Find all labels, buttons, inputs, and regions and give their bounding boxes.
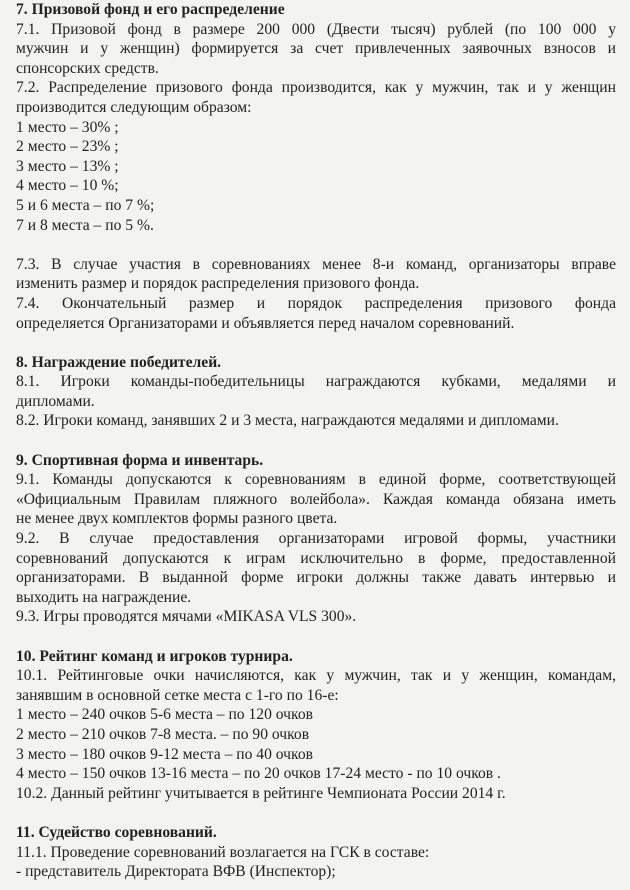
text-line: 9.2. В случае предоставления организаторами игровой формы, участники: [16, 530, 616, 548]
prize-places-list: [16, 118, 616, 236]
spacer: [16, 803, 616, 823]
text-line: 7.1. Призовой фонд в размере 200 000 (Двести тысяч) рублей (по 100 000 у: [16, 20, 616, 38]
spacer: [16, 627, 616, 647]
text-line: спонсорских средств.: [16, 59, 159, 77]
text-line: 7.3. В случае участия в соревнованиях менее 8-и команд, организаторы вправе: [16, 255, 616, 273]
text-line: мужчин и у женщин) формируется за счет привлеченных заявочных взносов и: [16, 40, 616, 58]
section-9-2-paragraph: [16, 529, 616, 607]
text-line: изменить размер и порядок распределения призового фонда.: [16, 275, 420, 293]
spacer: [16, 235, 616, 255]
list-item: 4 место – 10 %;: [16, 177, 119, 195]
text-line: выходить на награждение.: [16, 588, 192, 606]
spacer: [16, 333, 616, 353]
section-10-heading: 10. Рейтинг команд и игроков турнира.: [16, 647, 293, 665]
rating-points-list: [16, 705, 616, 783]
section-8-2-paragraph: [16, 411, 616, 431]
text-line: 8.1. Игроки команды-победительницы награждаются кубками, медалями и: [16, 373, 616, 391]
text-line: определяется Организаторами и объявляется перед началом соревнований.: [16, 314, 515, 332]
text-line: «Официальным Правилам пляжного волейбола». Каждая команда обязана иметь: [16, 490, 616, 508]
text-line: не менее двух комплектов формы разного цвета.: [16, 510, 338, 528]
section-7-2-paragraph: [16, 78, 616, 117]
text-line: 7.2. Распределение призового фонда производится, как у мужчин, так и у женщин: [16, 79, 616, 97]
text-line: 10.2. Данный рейтинг учитывается в рейтинге Чемпионата России 2014 г.: [16, 784, 506, 802]
list-item: 2 место – 23% ;: [16, 138, 119, 156]
text-line: организаторами. В выданной форме игроки должны также давать интервью и: [16, 569, 616, 587]
section-7-3-paragraph: [16, 255, 616, 294]
section-8-1-paragraph: [16, 372, 616, 411]
text-line: 9.3. Игры проводятся мячами «MIKASA VLS 300».: [16, 608, 357, 626]
section-7-1-paragraph: [16, 20, 616, 79]
list-item: 1 место – 30% ;: [16, 118, 119, 136]
text-line: соревнований допускаются к играм исключительно в форме, предоставленной: [16, 549, 616, 567]
section-11-1-paragraph: [16, 843, 616, 882]
section-10-1-paragraph: [16, 666, 616, 705]
list-item: 4 место – 150 очков 13-16 места – по 20 очков 17-24 место - по 10 очков .: [16, 765, 501, 783]
spacer: [16, 431, 616, 451]
section-11-heading: 11. Судейство соревнований.: [16, 823, 217, 841]
list-item: 1 место – 240 очков 5-6 места – по 120 очков: [16, 706, 313, 724]
text-line: 10.1. Рейтинговые очки начисляются, как у мужчин, так и у женщин, командам,: [16, 667, 616, 685]
text-line: дипломами.: [16, 392, 95, 410]
section-9-1-paragraph: [16, 470, 616, 529]
text-line: - представитель Директората ВФВ (Инспектор);: [16, 863, 336, 881]
list-item: 2 место – 210 очков 7-8 места. – по 90 очков: [16, 725, 310, 743]
list-item: 7 и 8 места – по 5 %.: [16, 216, 154, 234]
text-line: 8.2. Игроки команд, занявших 2 и 3 места, награждаются медалями и дипломами.: [16, 412, 559, 430]
section-7-heading: 7. Призовой фонд и его распределение: [16, 1, 285, 18]
section-9-3-paragraph: [16, 607, 616, 627]
text-line: производится следующим образом:: [16, 98, 252, 116]
list-item: 3 место – 180 очков 9-12 места – по 40 очков: [16, 745, 313, 763]
section-8-heading: 8. Награждение победителей.: [16, 353, 222, 371]
text-line: 7.4. Окончательный размер и порядок распределения призового фонда: [16, 294, 616, 312]
section-7-4-paragraph: [16, 294, 616, 333]
text-line: 9.1. Команды допускаются к соревнованиям в единой форме, соответствующей: [16, 471, 616, 489]
list-item: 5 и 6 места – по 7 %;: [16, 196, 155, 214]
text-line: 11.1. Проведение соревнований возлагается на ГСК в составе:: [16, 843, 430, 861]
text-line: занявшим в основной сетке места с 1-го по 16-е:: [16, 686, 339, 704]
list-item: 3 место – 13% ;: [16, 157, 119, 175]
section-9-heading: 9. Спортивная форма и инвентарь.: [16, 451, 264, 469]
section-10-2-paragraph: [16, 784, 616, 804]
